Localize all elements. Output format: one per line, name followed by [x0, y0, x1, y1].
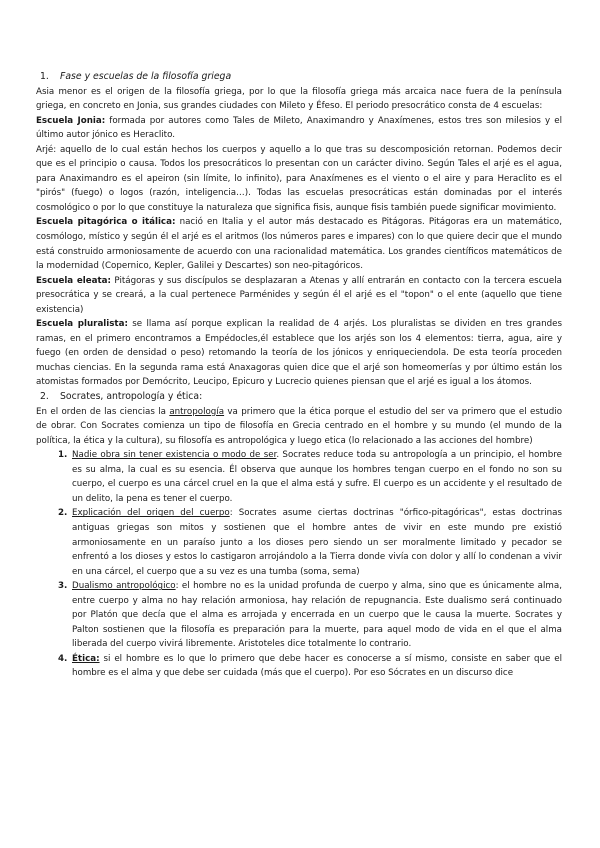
list-item — [58, 506, 563, 579]
escuela-pluralista-paragraph — [36, 317, 562, 390]
escuela-pluralista-label: Escuela pluralista: — [36, 319, 128, 330]
list-item — [58, 652, 562, 681]
escuela-eleata-label: Escuela eleata: — [36, 275, 111, 286]
escuela-jonia-text: formada por autores como Tales de Mileto, Anaximandro y Anaxímenes, estos tres son milesios y el último autor jónico es Heraclito. — [36, 115, 562, 141]
list-item-text: : Socrates asume ciertas doctrinas "órfico-pitagóricas", estas doctrinas antiguas griegas son mitos y sostienen que el hombre antes de vivir en este mundo pre existió armoniosamente en un paraíso junto a los dioses pero siendo un ser moralmente limitado y pecador se enfrentó a los dioses y estos lo castigaron arrojándolo a la Tierra donde vivía con dolor y allí lo condenan a vivir en una cárcel, el cuerpo que a su vez es una tumba (soma, sema) — [72, 508, 563, 577]
arje-paragraph: Arjé: aquello de lo cual están hechos los cuerpos y aquello a lo que tras su descomposición retornan. Podemos decir que es el principio o causa. Todos los presocráticos lo presentan con un carácter divino. Según Tales el arjé es el agua, para Anaximandro es el apeiron (sin límite, lo infinito), para Anaxímenes es el viento o el aire y para Heraclito es el "pirós" (fuego) o logos (razón, inteligencia…). Todas las escuelas presocráticas están dominadas por el interés cosmológico o por lo que constituye la naturaleza que significa fisis, aunque fisis también puede significar movimiento. — [36, 144, 562, 213]
escuela-eleata-paragraph — [36, 274, 562, 318]
list-item-text: . Socrates reduce toda su antropología a un principio, el hombre es su alma, la cual es su esencia. Él observa que aunque los hombres tengan cuerpo en el fondo no son su cuerpo, el cuerpo es una cárcel cruel en la que el alma está y sufre. El cuerpo es un accidente y el resultado de un delito, la pena es tener el cuerpo. — [72, 450, 562, 504]
section-2-intro-after: va primero que la ética porque el estudio del ser va primero que el estudio de obrar. Con Socrates comienza un tipo de filosofía en Grecia centrado en el hombre y su mundo (el mundo de la política, la ética y la cultura), su filosofía es antropológica y luego etica (lo relacionado a las acciones del hombre) — [36, 406, 563, 446]
escuela-pitagorica-paragraph — [36, 215, 562, 273]
escuela-pitagorica-label: Escuela pitagórica o itálica: — [36, 217, 176, 228]
escuela-pitagorica-text: nació en Italia y el autor más destacado es Pitágoras. Pitágoras era un matemático, cosmólogo, místico y según él el arjé es el aritmos (los números pares e impares) con lo que quiere decir que el mundo está construido armoniosamente de acuerdo con una racionalidad matemática. Los grandes científicos matemáticos de la modernidad (Copernico, Kepler, Galilei y Descartes) son neo-pitagóricos. — [36, 217, 563, 272]
section-2-heading — [36, 390, 562, 405]
list-item-number: 2. — [58, 508, 68, 519]
section-2-number: 2. — [40, 391, 49, 403]
list-item — [58, 448, 562, 506]
list-item-label: Explicación del origen del cuerpo — [72, 508, 230, 519]
list-item-label: Nadie obra sin tener existencia o modo de ser — [72, 450, 277, 461]
list-item — [58, 579, 562, 652]
list-item-number: 4. — [58, 653, 68, 664]
escuela-eleata-text: Pitágoras y sus discípulos se desplazaran a Atenas y allí entrarán en contacto con la tercera escuela presocrática y se creará, a la cual pertenece Parménides y según él el arjé es el "topon" o el ente (aquello que tiene existencia) — [36, 275, 562, 315]
section-2-intro — [36, 405, 562, 449]
section-2-title: Socrates, antropología y ética: — [60, 391, 203, 403]
section-1-title: Fase y escuelas de la filosofía griega — [60, 71, 232, 82]
document-page — [36, 70, 562, 681]
list-item-label: Dualismo antropológico — [72, 581, 176, 592]
escuela-jonia-paragraph — [36, 114, 562, 143]
list-item-number: 3. — [58, 581, 68, 592]
escuela-pluralista-text: se llama así porque explican la realidad de 4 arjés. Los pluralistas se dividen en tres grandes ramas, en el primero encontramos a Empédocles,él establece que los arjés son los 4 elementos: tierra, agua, aire y fuego (en orden de densidad o peso) retomando la teoría de los jónicos y enriqueciendola. De esta teoría proceden muchas ciencias. En la segunda rama está Anaxagoras quien dice que el arjé son homeomerías y por último están los atomistas formados por Demócrito, Leucipo, Epicuro y Lucrecio quienes piensan que el arjé es igual a los átomos. — [36, 319, 562, 388]
section-1-number: 1. — [40, 71, 49, 82]
section-1-intro: Asia menor es el origen de la filosofía griega, por lo que la filosofía griega más arcaica nace fuera de la península griega, en concreto en Jonia, sus grandes ciudades con Mileto y Éfeso. El periodo presocrático consta de 4 escuelas: — [36, 86, 562, 112]
antropologia-term: antropología — [169, 406, 225, 417]
section-1-heading — [36, 70, 562, 85]
section-2-list — [36, 448, 562, 681]
escuela-jonia-label: Escuela Jonia: — [36, 115, 106, 126]
list-item-text: : el hombre no es la unidad profunda de cuerpo y alma, sino que es únicamente alma, entre cuerpo y alma no hay relación armoniosa, hay relación de repugnancia. Este dualismo será continuado por Platón que decía que el alma es arrojada y encerrada en un cuerpo que le causa la muerte. Socrates y Palton sostienen que la filosofía es preparación para la muerte, para aquel modo de vida en el que el alma liberada del cuerpo vivirá libremente. Aristoteles dice totalmente lo contrario. — [72, 581, 562, 650]
list-item-number: 1. — [58, 450, 68, 461]
list-item-label: Ética: — [72, 653, 100, 664]
section-2-intro-before: En el orden de las ciencias la — [36, 406, 170, 417]
list-item-text: si el hombre es lo que lo primero que debe hacer es conocerse a sí mismo, consiste en saber que el hombre es el alma y que debe ser cuidada (más que el cuerpo). Por eso Sócrates en un discurso dice — [72, 653, 562, 679]
